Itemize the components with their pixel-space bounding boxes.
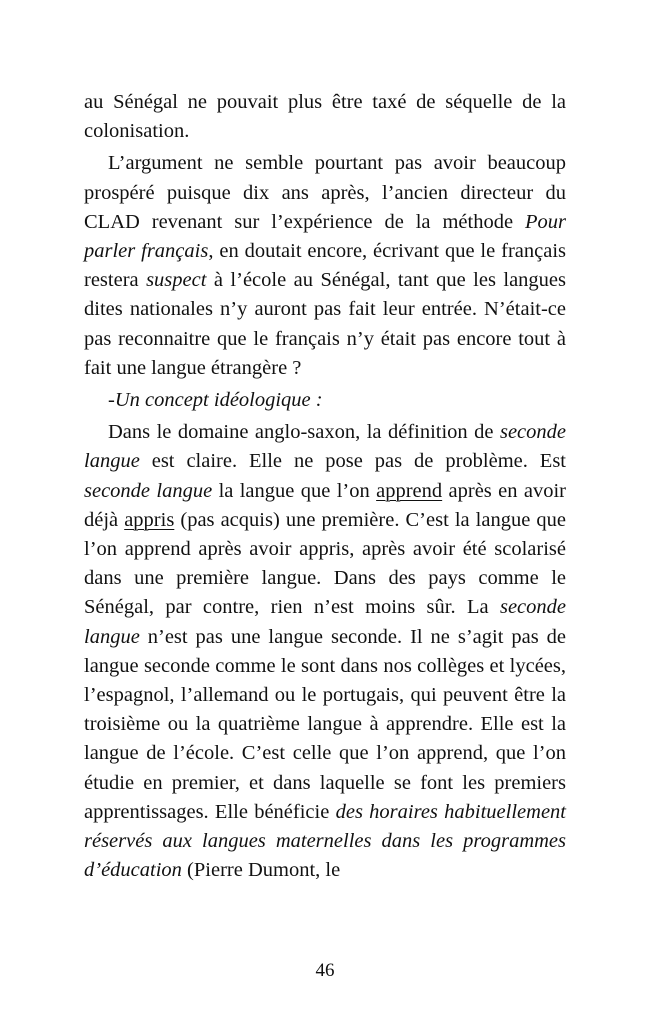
italic-quote: des horaires habituellement réservés aux langues maternelles dans les programmes d’éducation (84, 800, 566, 882)
italic-word: suspect (146, 269, 207, 292)
page-number: 46 (315, 960, 335, 981)
underlined-word: apprend (376, 479, 443, 502)
paragraph-text: (Pierre Dumont, le (181, 859, 341, 882)
paragraph-text: n’est pas une langue seconde. Il ne s’agit pas de langue seconde comme le sont dans nos collèges et lycées, l’espagnol, l’allemand ou le portugais, qui peuvent être la troisième ou la quatrième langue à apprendre. Elle est la langue de l’école. C’est celle que l’on apprend, que l’on étudie en premier, et dans laquelle se font les premiers apprentissages. Elle bénéficie (84, 625, 566, 823)
italic-title: Pour parler français (84, 210, 566, 263)
section-heading: -Un concept idéologique : (108, 389, 323, 412)
paragraph-continuation: au Sénégal ne pouvait plus être taxé de séquelle de la colonisation. (84, 91, 566, 143)
paragraph-text: L’argument ne semble pourtant pas avoir beaucoup prospéré puisque dix ans après, l’ancien directeur du CLAD revenant sur l’expérience de la méthode (84, 152, 566, 233)
paragraph-text: à l’école au Sénégal, tant que les langues dites nationales n’y auront pas fait leur entrée. N’était-ce pas reconnaitre que le français n’y était pas encore tout à fait une langue étrangère ? (84, 269, 566, 379)
paragraph-definition (84, 418, 566, 885)
underlined-word: appris (124, 508, 175, 531)
paragraph-text: (pas acquis) une première. C’est la langue que l’on apprend après avoir appris, après avoir été scolarisé dans une première langue. Dans des pays comme le Sénégal, par contre, rien n’est moins sûr. La (84, 508, 566, 619)
paragraph-text: , en doutait encore, écrivant que le français restera (84, 240, 566, 292)
paragraph-text: après en avoir déjà (84, 479, 566, 531)
paragraph-text: la langue que l’on (212, 479, 377, 502)
paragraph-text: Dans le domaine anglo-saxon, la définition de (108, 421, 500, 444)
page-body (84, 88, 566, 885)
italic-term: seconde langue (84, 421, 566, 473)
italic-term: seconde langue (84, 479, 213, 502)
paragraph-argument (84, 149, 566, 383)
paragraph-text: est claire. Elle ne pose pas de problème. Est (139, 450, 566, 473)
italic-term: seconde langue (84, 596, 566, 648)
